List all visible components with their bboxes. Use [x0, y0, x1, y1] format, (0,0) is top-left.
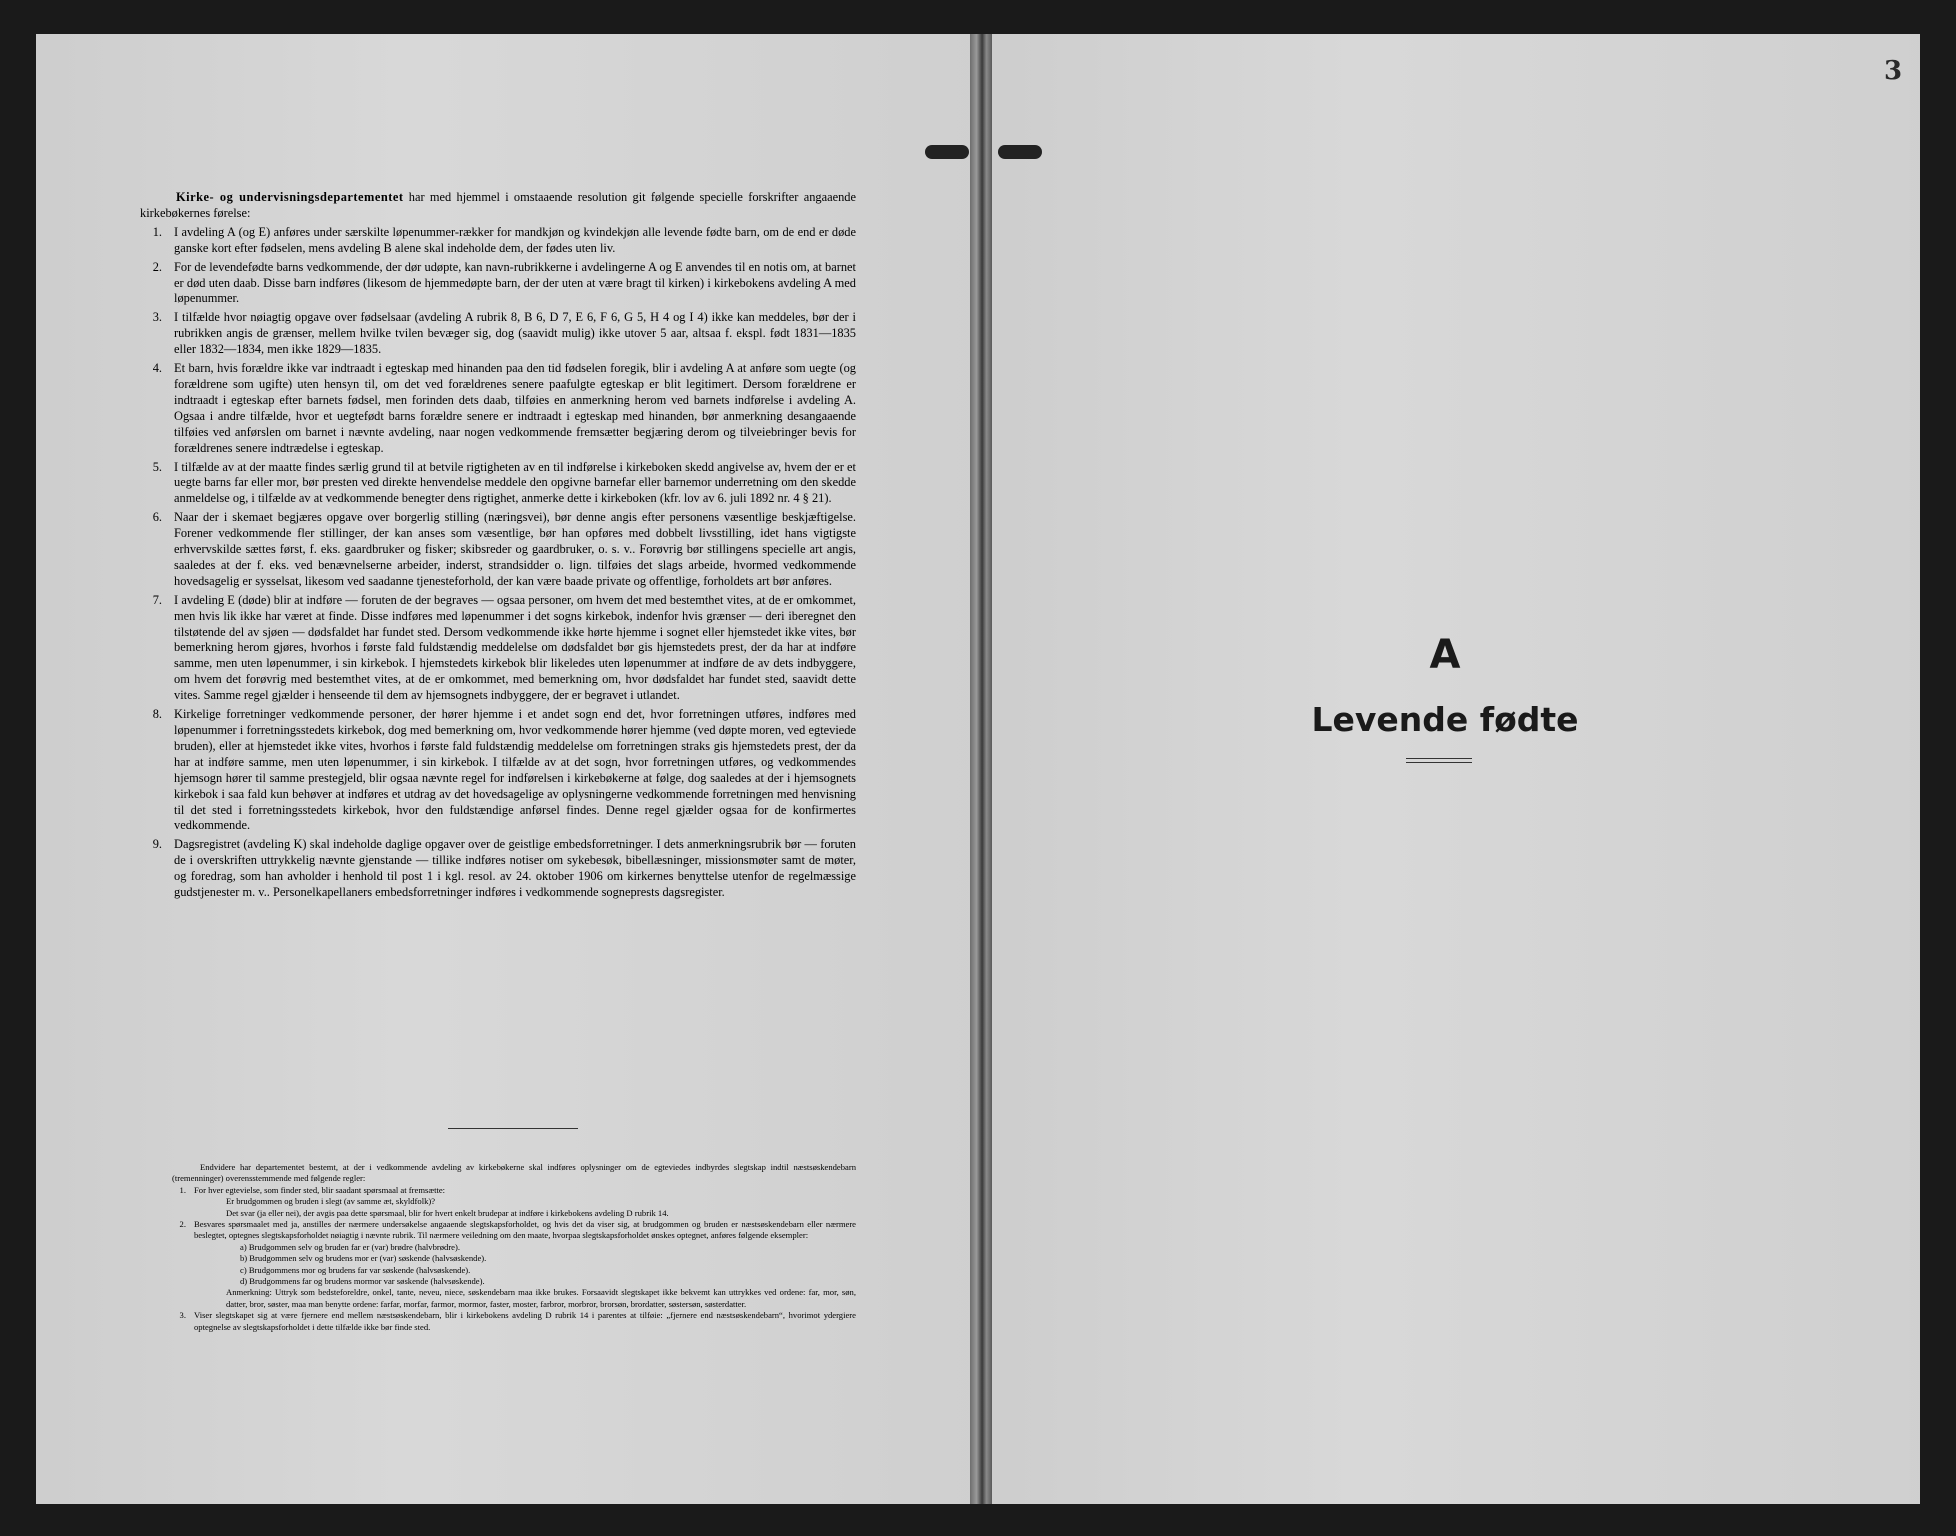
- instruction-item: 8. Kirkelige forretninger vedkommende personer, der hører hjemme i et andet sogn end det, hvor forretningen utføres, indføres med løpenummer i forretningsstedets kirkebok, dog med bemerkning om, hvor vedkommende hører hjemme (ved døpte moren, ved egteviede bruden), eller at hjemstedet ikke vites, hvorhos i første fald fuldstændig meddelelse om forretningen straks gis hjemstedets prest, der da har at indføre samme, men uten løpenummer, i sin kirkebok. I tilfælde av at det sogn, hvor forretningen utføres, og vedkommendes hjemsogn hører til samme prestegjeld, blir ogsaa nævnte regel for indførelsen i kirkebøkerne at følge, dog saaledes at der i hjemsognets kirkebok i saa fald kun behøver at indføres et utdrag av det hovedsagelige av oplysningerne vedkommende forretningen med henvisning til det sted i forretningsstedets kirkebok, hvor den fuldstændige anførsel findes. Denne regel gjælder ogsaa for de konfirmertes vedkommende.: [152, 707, 856, 833]
- kinship-intro: Endvidere har departementet bestemt, at der i vedkommende avdeling av kirkebøkerne skal indføres oplysninger om de egteviedes indbyrdes slegtskap indtil næstsøskendebarn (tremenninger) overensstemmende med følgende regler:: [172, 1162, 856, 1184]
- intro-lead: Kirke- og undervisningsdepartementet: [176, 190, 404, 204]
- section-title: Levende fødte: [1311, 700, 1579, 739]
- binding-pin-right: [998, 145, 1042, 159]
- instructions-intro: [140, 190, 856, 222]
- instruction-item: 4. Et barn, hvis forældre ikke var indtraadt i egteskap med hinanden paa den tid fødselen foregik, blir i avdeling A at anføre som uegte (og forældrene som ugifte) uten hensyn til, om det ved forældrenes senere paafulgte egteskap er blit legitimert. Dersom forældrene er indtraadt i egteskap efter barnets fødsel, men forinden dets daab, tilføies en anmerkning herom ved barnets indførelse i avdeling A. Ogsaa i andre tilfælde, hvor et uegtefødt barns forældre senere er indtraadt i egteskap med hinanden, bør anmerkning desangaaende tilføies ved anførslen om barnet i nævnte avdeling, naar nogen vedkommende fremsætter begjæring derom og tilveiebringer bevis for forældrenes senere indtrædelse i egteskap.: [152, 361, 856, 455]
- instruction-item: 1. I avdeling A (og E) anføres under særskilte løpenummer-rækker for mandkjøn og kvindekjøn alle levende fødte barn, om de end er døde ganske kort efter fødselen, mens avdeling B alene skal indeholde dem, der fødes uten liv.: [152, 224, 856, 255]
- section-letter: A: [1429, 632, 1461, 678]
- instruction-item: 6. Naar der i skemaet begjæres opgave over borgerlig stilling (næringsvei), bør denne angis efter personens væsentlige beskjæftigelse. Forener vedkommende fler stillinger, der kan anses som væsentlige, bør han opføres med dobbelt livsstilling, idet hans vigtigste erhvervskilde sættes først, f. eks. gaardbruker og fisker; skibsreder og gaardbruker, o. s. v.. Forøvrig bør stillingens specielle art angis, saaledes at der f. eks. ved benævnelserne arbeider, inderst, strandsidder o. lign. tilføies det slags arbeide, hvormed vedkommende hovedsagelig er sysselsat, likesom ved saadanne tjenesteforhold, der kan være baade private og offentlige, forholdets art bør anføres.: [152, 510, 856, 588]
- instruction-item: 9. Dagsregistret (avdeling K) skal indeholde daglige opgaver over de geistlige embedsforretninger. I dets anmerkningsrubrik bør — foruten de i overskriften uttrykkelig nævnte gjenstande — tillike indføres notiser om sykebesøk, bibellæsninger, missionsmøter samt de møter, og foredrag, som han avholder i henhold til post 1 i kgl. resol. av 24. oktober 1906 om kirkernes benyttelse utenfor de regelmæssige gudstjenester m. v.. Personelkapellaners embedsforretninger indføres i vedkommende sogneprests dagsregister.: [152, 837, 856, 900]
- kinship-rule: 2. Besvares spørsmaalet med ja, anstilles der nærmere undersøkelse angaaende slegtskapsforholdet, og hvis det da viser sig, at brudgommen og bruden er næstsøskendebarn eller nærmere beslegtet, optegnes slegtskapsforholdet nøiagtig i nævnte rubrik. Til nærmere veiledning om den maate, hvorpaa slegtskapsforholdet ønskes optegnet, anføres følgende eksempler: a) Brudgommen selv og bruden far er (var) brødre (halvbrødre). b) Brudgommen selv og brudens mor er (var) søskende (halvsøskende). c) Brudgommens mor og brudens far var søskende (halvsøskende). d) Brudgommens far og brudens mormor var søskende (halvsøskende). Anmerkning: Uttryk som bedsteforeldre, onkel, tante, neveu, niece, søskendebarn maa ikke brukes. Forsaavidt slegtskapet ikke bekvemt kan uttrykkes ved ordene: far, mor, søn, datter, bror, søster, maa man benytte ordene: farfar, morfar, farmor, mormor, faster, moster, farbror, morbror, brorsøn, brordatter, søstersøn, søsterdatter.: [179, 1219, 856, 1309]
- kinship-rule: 1. For hver egtevielse, som finder sted, blir saadant spørsmaal at fremsætte: Er brudgommen og bruden i slegt (av samme æt, skyldfolk)? Det svar (ja eller nei), der avgis paa dette spørsmaal, blir for hvert enkelt brudepar at indføre i kirkebokens avdeling D rubrik 14.: [179, 1184, 669, 1218]
- title-double-rule: [1406, 758, 1472, 763]
- instruction-item: 2. For de levendefødte barns vedkommende, der dør udøpte, kan navn-rubrikkerne i avdelingerne A og E anvendes til en notis om, at barnet er død uten daab. Disse barn indføres (likesom de hjemmedøpte barn, der der uten at være bragt til kirken) i kirkebokens avdeling A med løpenummer.: [152, 259, 856, 306]
- right-page: [992, 34, 1920, 1504]
- kinship-rules-block: [172, 1162, 856, 1333]
- instruction-item: 3. I tilfælde hvor nøiagtig opgave over fødselsaar (avdeling A rubrik 8, B 6, D 7, E 6, F 6, G 5, H 4 og I 4) ikke kan meddeles, bør der i rubrikken angis de grænser, mellem hvilke tvilen bevæger sig, dog (saavidt mulig) ikke utover 5 aar, altsaa f. ekspl. født 1831—1835 eller 1832—1834, men ikke 1829—1835.: [152, 310, 856, 357]
- book-gutter: [970, 34, 992, 1504]
- instruction-item: 7. I avdeling E (døde) blir at indføre — foruten de der begraves — ogsaa personer, om hvem det med bestemthet vites, at de er omkommet, men hvis lik ikke har været at finde. Disse indføres med løpenummer i det sogns kirkebok, indenfor hvis grænser — deri iberegnet den tilstøtende del av sjøen — dødsfaldet har fundet sted. Dersom vedkommende ikke hørte hjemme i sognet eller hjemstedet ikke vites, bør bemerkning herom gjøres, hvorhos i første fald fuldstændig meddelelse om dødsfaldet bør gis hjemstedets prest, der da har at indføre samme, men uten løpenummer, i sin kirkebok. I hjemstedets kirkebok blir likeledes uten løpenummer at indføre de av dets indbyggere, om hvem det forøvrig med bestemthet vites, at de er omkommet, med bemerkning om, hvor dødsfaldet har fundet sted, saavidt dette vites. Samme regel gjælder i henseende til dem av hjemsognets indbyggere, der er begravet i utlandet.: [152, 592, 856, 703]
- instruction-item: 5. I tilfælde av at der maatte findes særlig grund til at betvile rigtigheten av en til indførelse i kirkeboken skedd angivelse av, hvem der er et uegte barns far eller mor, bør presten ved direkte henvendelse meddele den opgivne barnefar eller barnemor underretning om den skedde anmeldelse og, i tilfælde av at vedkommende benegter dens rigtighet, anmerke dette i kirkeboken (kfr. lov av 6. juli 1892 nr. 4 § 21).: [152, 459, 856, 506]
- page-number: 3: [1884, 56, 1903, 86]
- kinship-rule: 3. Viser slegtskapet sig at være fjernere end mellem næstsøskendebarn, blir i kirkebokens avdeling D rubrik 14 i parentes at tilføie: „fjernere end næstsøskendebarn“, hvorimot ydergiere optegnelse av slegtskapsforholdet i dette tilfælde ikke bør finde sted.: [179, 1310, 856, 1332]
- instructions-block: [140, 190, 856, 904]
- section-divider: [448, 1128, 578, 1129]
- binding-pin-left: [925, 145, 969, 159]
- intro-rest: har med hjemmel i omstaaende resolution git følgende specielle forskrifter angaaende kirkebøkernes førelse:: [140, 190, 856, 220]
